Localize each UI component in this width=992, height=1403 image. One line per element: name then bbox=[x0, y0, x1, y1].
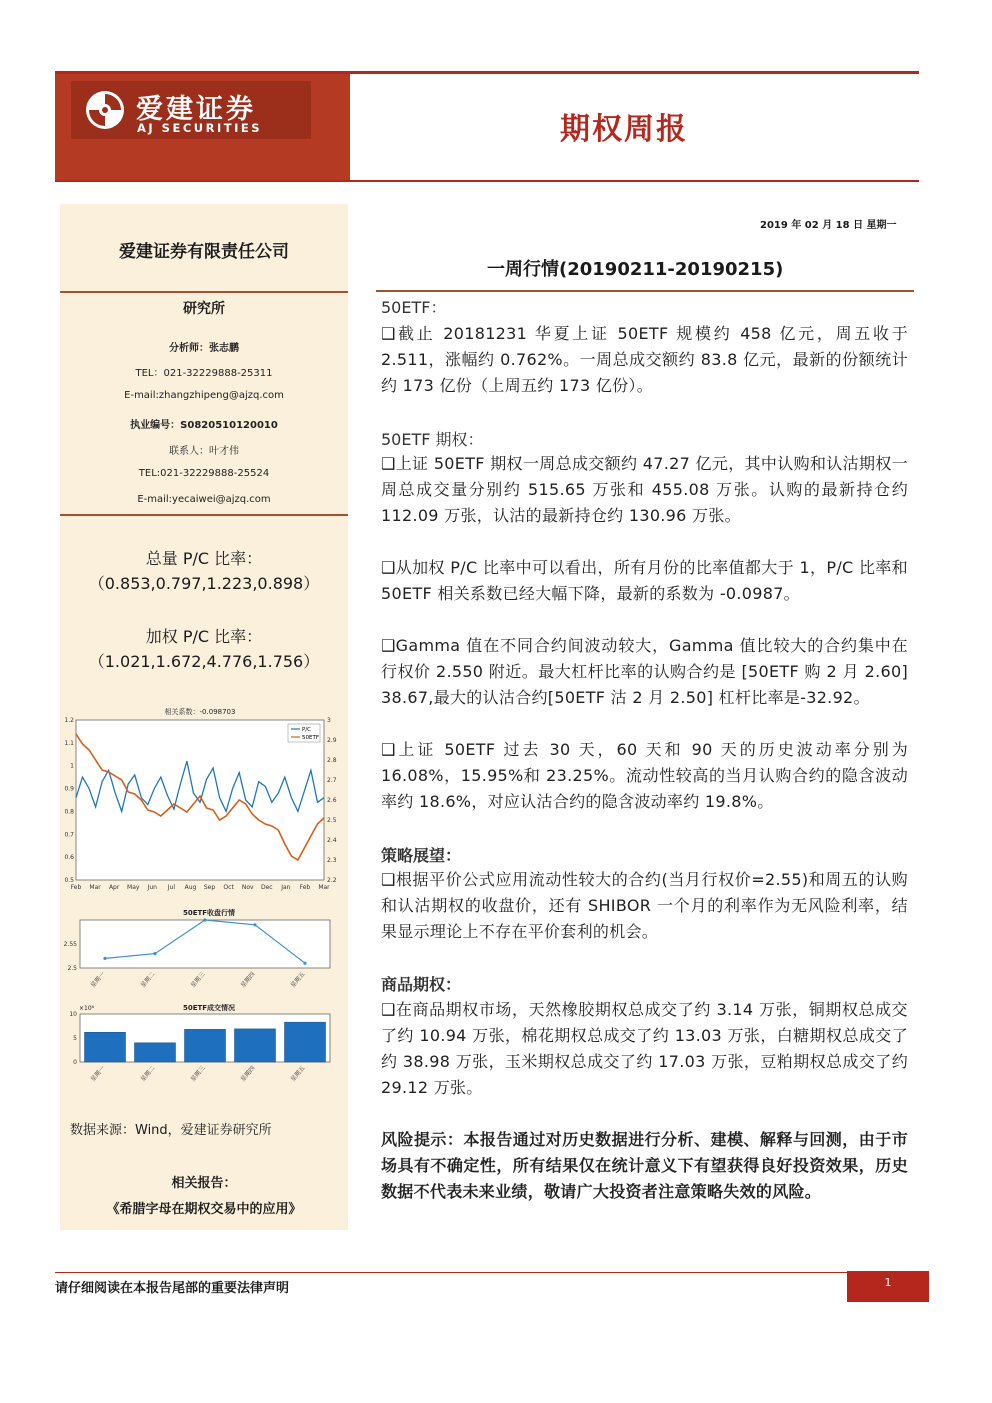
chart3-y-tick-label: 10 bbox=[69, 1011, 77, 1018]
chart3-bar bbox=[235, 1029, 276, 1062]
chart3-bar bbox=[185, 1029, 226, 1062]
etf-volume-chart bbox=[60, 1004, 348, 1114]
chart3-y-tick-label: 0 bbox=[73, 1059, 77, 1066]
chart3-multiplier: ×10⁶ bbox=[79, 1005, 95, 1012]
chart1-right-tick-label: 2.6 bbox=[327, 797, 337, 804]
contact-email: E-mail:yecaiwei@ajzq.com bbox=[137, 494, 271, 505]
company-name: 爱建证券有限责任公司 bbox=[119, 242, 289, 262]
sidebar bbox=[60, 204, 348, 1230]
chart1-x-tick-label: Mar bbox=[318, 884, 330, 891]
main-rule bbox=[376, 290, 914, 292]
legal-notice: 请仔细阅读在本报告尾部的重要法律声明 bbox=[55, 1281, 290, 1296]
chart3-bar bbox=[85, 1032, 126, 1062]
chart1-x-tick-label: Feb bbox=[70, 884, 82, 891]
chart2-x-tick-label: 星期五 bbox=[289, 970, 307, 990]
chart2-plot-area bbox=[80, 920, 330, 968]
chart1-x-tick-label: Jan bbox=[281, 884, 291, 891]
chart2-x-tick-label: 星期四 bbox=[239, 970, 257, 990]
chart2-x-ticks bbox=[89, 970, 307, 989]
chart1-left-tick-label: 1.2 bbox=[64, 717, 74, 724]
chart2-point bbox=[153, 952, 156, 955]
commodity-heading: 商品期权： bbox=[381, 975, 462, 994]
chart1-right-tick-label: 2.4 bbox=[327, 837, 337, 844]
pc-total-label: 总量 P/C 比率： bbox=[145, 549, 263, 568]
chart2-y-tick-label: 2.55 bbox=[63, 941, 77, 948]
chart3-y-tick-label: 5 bbox=[73, 1035, 77, 1042]
chart2-title: 50ETF收盘行情 bbox=[182, 909, 236, 917]
etf-paragraph: ❑截止 20181231 华夏上证 50ETF 规模约 458 亿元，周五收于 2.511，涨幅约 0.762%。一周总成交额约 83.8 亿元，最新的份额统计约 173 亿份（上周五约 173 亿份）。 bbox=[381, 324, 908, 395]
risk-warning: 风险提示：本报告通过对历史数据进行分析、建模、解释与回测，由于市场具有不确定性，所有结果仅在统计意义下有望获得良好投资效果，历史数据不代表未来业绩，敬请广大投资者注意策略失效的风险。 bbox=[381, 1130, 908, 1201]
chart1-x-tick-label: May bbox=[127, 884, 140, 891]
options-paragraph-3: ❑Gamma 值在不同合约间波动较大，Gamma 值比较大的合约集中在行权价 2.550 附近。最大杠杆比率的认购合约是 [50ETF 购 2 月 2.60] 38.67,最大的认沽合约[50ETF 沽 2 月 2.50] 杠杆比率是-32.92。 bbox=[381, 636, 908, 707]
analyst-email: E-mail:zhangzhipeng@ajzq.com bbox=[124, 390, 284, 401]
related-report-label: 相关报告： bbox=[171, 1176, 237, 1191]
logo-chinese-name: 爱建证券 bbox=[136, 94, 256, 125]
etf-heading: 50ETF： bbox=[381, 298, 447, 317]
etf-close-chart bbox=[60, 904, 348, 1004]
chart1-x-tick-label: Mar bbox=[89, 884, 101, 891]
report-type-title: 期权周报 bbox=[560, 112, 688, 147]
chart1-x-tick-label: Feb bbox=[299, 884, 311, 891]
chart2-point bbox=[203, 918, 206, 921]
options-paragraph-2: ❑从加权 P/C 比率中可以看出，所有月份的比率值都大于 1，P/C 比率和 50ETF 相关系数已经大幅下降，最新的系数为 -0.0987。 bbox=[381, 558, 908, 603]
chart1-title: 相关系数：-0.098703 bbox=[164, 708, 236, 716]
analyst-name: 分析师：张志鹏 bbox=[169, 343, 239, 354]
chart1-left-tick-label: 0.9 bbox=[64, 785, 74, 793]
chart1-x-tick-label: Nov bbox=[241, 884, 254, 891]
chart2-point bbox=[103, 957, 106, 960]
chart1-x-tick-label: Jul bbox=[167, 884, 176, 891]
chart1-right-tick-label: 2.3 bbox=[327, 857, 337, 864]
chart1-left-tick-label: 0.6 bbox=[64, 854, 74, 862]
research-dept: 研究所 bbox=[183, 301, 225, 317]
strategy-heading: 策略展望： bbox=[381, 846, 462, 865]
chart2-y-ticks bbox=[64, 941, 78, 972]
chart1-right-tick-label: 2.5 bbox=[327, 817, 337, 824]
footer-rule bbox=[55, 1272, 847, 1273]
chart1-x-tick-label: Aug bbox=[184, 884, 197, 891]
chart1-left-tick-label: 0.7 bbox=[64, 831, 74, 839]
chart2-x-tick-label: 星期二 bbox=[139, 970, 157, 990]
chart1-legend-etf-label: 50ETF bbox=[302, 735, 319, 741]
page-number: 1 bbox=[847, 1271, 929, 1302]
chart1-left-ticks bbox=[64, 717, 74, 884]
data-source: 数据来源：Wind，爱建证券研究所 bbox=[70, 1123, 272, 1138]
chart1-legend-pc-label: P/C bbox=[302, 727, 312, 733]
related-report-link[interactable]: 《希腊字母在期权交易中的应用》 bbox=[106, 1202, 302, 1217]
strategy-paragraph: ❑根据平价公式应用流动性较大的合约(当月行权价=2.55)和周五的认购和认沽期权的收盘价，还有 SHIBOR 一个月的利率作为无风险利率，结果显示理论上不存在平价套利的机会。 bbox=[381, 870, 908, 941]
chart1-right-tick-label: 3 bbox=[327, 717, 331, 724]
chart1-right-tick-label: 2.9 bbox=[327, 737, 337, 744]
header-bottom-rule bbox=[55, 180, 919, 182]
chart2-point bbox=[303, 962, 306, 965]
pc-etf-chart bbox=[60, 698, 348, 896]
chart3-title: 50ETF成交情况 bbox=[182, 1004, 236, 1012]
contact-tel: TEL:021-32229888-25524 bbox=[138, 468, 270, 479]
chart3-x-ticks bbox=[89, 1064, 307, 1083]
chart1-x-ticks bbox=[71, 884, 331, 891]
options-paragraph-4: ❑上证 50ETF 过去 30 天，60 天和 90 天的历史波动率分别为 16.08%，15.95%和 23.25%。流动性较高的当月认购合约的隐含波动率约 18.6%，对应认沽合约的隐含波动率约 19.8%。 bbox=[381, 740, 908, 811]
chart1-right-tick-label: 2.8 bbox=[327, 757, 337, 764]
pc-weighted-label: 加权 P/C 比率： bbox=[145, 627, 263, 646]
chart3-x-tick-label: 星期四 bbox=[239, 1064, 257, 1084]
chart1-right-tick-label: 2.7 bbox=[327, 777, 337, 784]
chart3-bar bbox=[285, 1022, 326, 1062]
chart1-x-tick-label: Oct bbox=[223, 884, 234, 891]
options-heading: 50ETF 期权： bbox=[381, 430, 484, 449]
chart1-right-ticks bbox=[327, 717, 337, 884]
chart3-y-ticks bbox=[69, 1011, 77, 1066]
chart1-left-tick-label: 1.1 bbox=[64, 739, 74, 747]
chart1-left-tick-label: 1 bbox=[70, 762, 74, 770]
logo-english-name: AJ SECURITIES bbox=[137, 121, 262, 135]
pc-weighted-values: （1.021,1.672,4.776,1.756） bbox=[88, 652, 320, 671]
company-logo bbox=[71, 81, 311, 139]
chart1-x-tick-label: Jun bbox=[147, 884, 157, 891]
chart2-x-tick-label: 星期三 bbox=[189, 970, 207, 990]
license-number: 执业编号：S0820510120010 bbox=[130, 420, 278, 431]
chart2-y-tick-label: 2.5 bbox=[67, 965, 77, 972]
header-logo-panel bbox=[55, 74, 350, 181]
commodity-paragraph: ❑在商品期权市场，天然橡胶期权总成交了约 3.14 万张，铜期权总成交了约 10.94 万张，棉花期权总成交了约 13.03 万张，白糖期权总成交了约 38.98 万张，玉米期权总成交了约 17.03 万张，豆粕期权总成交了约 29.12 万张。 bbox=[381, 1000, 908, 1097]
chart1-left-tick-label: 0.8 bbox=[64, 808, 74, 816]
logo-mark-icon bbox=[84, 89, 126, 131]
options-paragraph-1: ❑上证 50ETF 期权一周总成交额约 47.27 亿元，其中认购和认沽期权一周总成交量分别约 515.65 万张和 455.08 万张。认购的最新持仓约 112.09 万张，认沽的最新持仓约 130.96 万张。 bbox=[381, 454, 908, 525]
chart1-x-tick-label: Apr bbox=[108, 884, 120, 891]
week-title: 一周行情(20190211-20190215) bbox=[487, 259, 784, 280]
chart1-left-tick-label: 0.5 bbox=[64, 877, 74, 884]
chart1-right-tick-label: 2.2 bbox=[327, 877, 337, 884]
chart1-x-tick-label: Sep bbox=[203, 884, 216, 891]
chart3-x-tick-label: 星期一 bbox=[89, 1064, 107, 1084]
analyst-tel: TEL：021-32229888-25311 bbox=[135, 368, 273, 379]
chart3-bar bbox=[135, 1043, 176, 1062]
report-date: 2019 年 02 月 18 日 星期一 bbox=[760, 220, 897, 231]
contact-name: 联系人：叶才伟 bbox=[169, 446, 239, 457]
sidebar-rule bbox=[60, 514, 348, 516]
chart3-x-tick-label: 星期三 bbox=[189, 1064, 207, 1084]
chart2-x-tick-label: 星期一 bbox=[89, 970, 107, 990]
sidebar-rule bbox=[60, 291, 348, 293]
chart3-x-tick-label: 星期二 bbox=[139, 1064, 157, 1084]
pc-total-values: （0.853,0.797,1.223,0.898） bbox=[88, 574, 320, 593]
chart3-x-tick-label: 星期五 bbox=[289, 1064, 307, 1084]
chart1-x-tick-label: Dec bbox=[260, 884, 273, 891]
chart2-point bbox=[253, 923, 256, 926]
